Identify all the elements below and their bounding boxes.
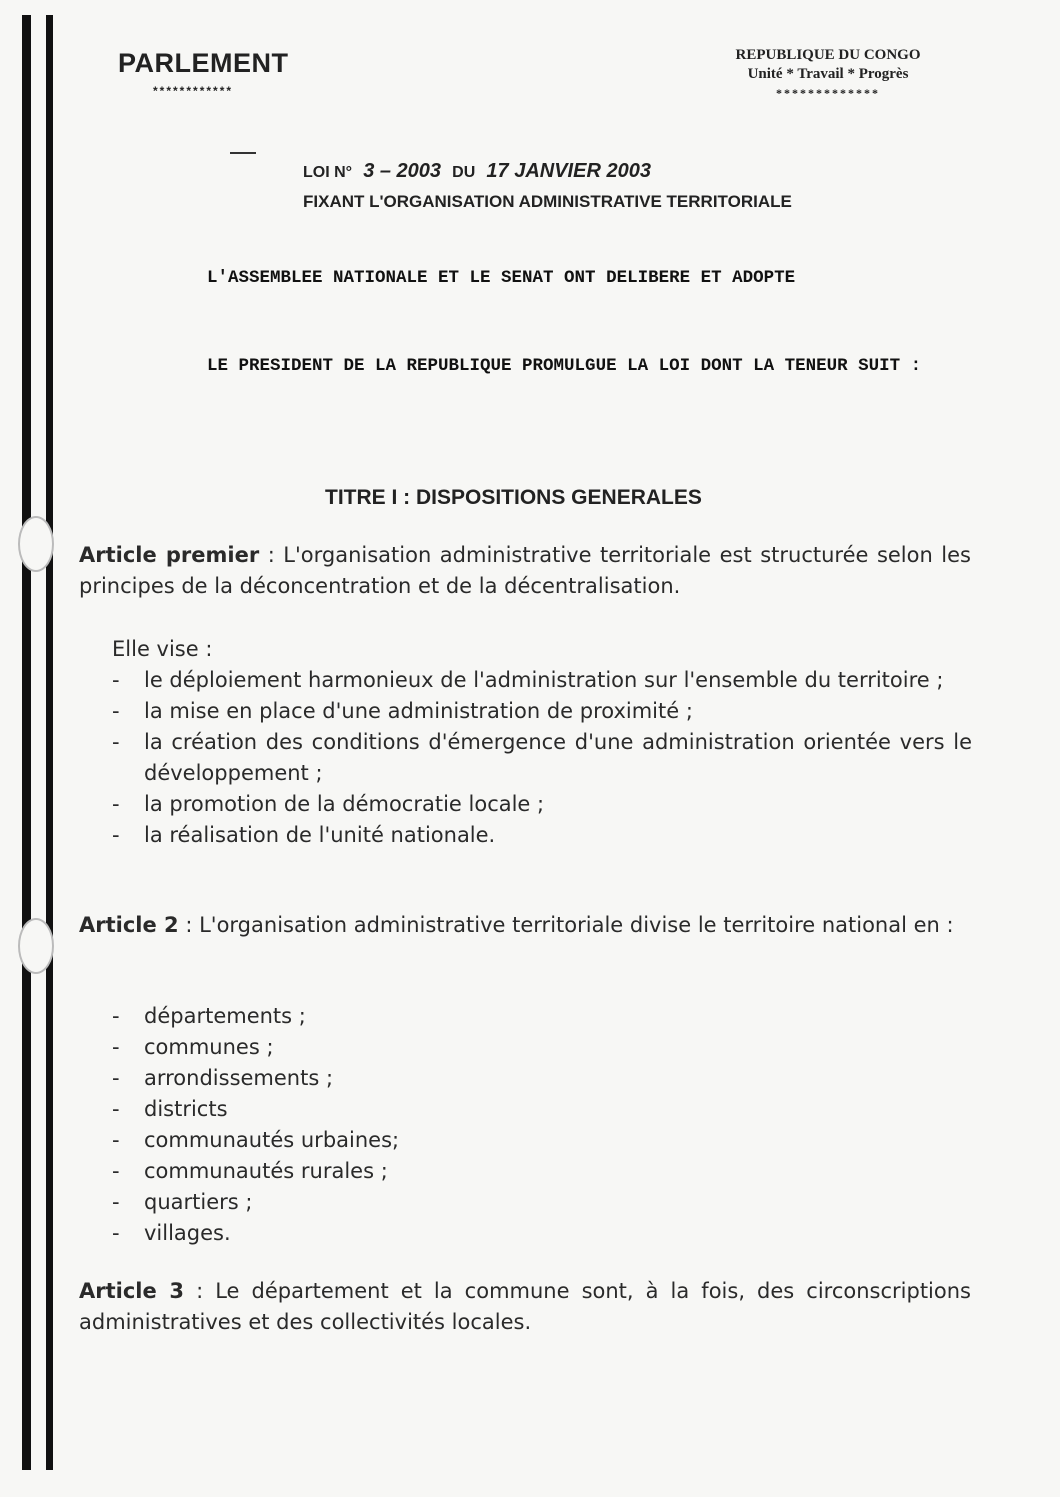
article-1-intro: Elle vise : xyxy=(112,637,213,661)
republic-header xyxy=(718,46,938,103)
list-item: - arrondissements ; xyxy=(112,1063,612,1094)
republic-motto: Unité * Travail * Progrès xyxy=(747,66,909,82)
list-item: - communautés urbaines; xyxy=(112,1125,612,1156)
article-1-label: Article premier xyxy=(79,543,260,567)
article-3-label: Article 3 xyxy=(79,1279,185,1303)
article-3-text: : Le département et la commune sont, à la fois, des circonscriptions administratives et des collectivités locales. xyxy=(79,1279,971,1334)
article-1-paragraph xyxy=(79,540,971,602)
article-1-list xyxy=(112,665,972,851)
list-item: - villages. xyxy=(112,1218,612,1249)
list-item: - districts xyxy=(112,1094,612,1125)
preamble-assemblee: L'ASSEMBLEE NATIONALE ET LE SENAT ONT DELIBERE ET ADOPTE xyxy=(207,268,796,288)
parlement-heading: PARLEMENT xyxy=(118,48,289,78)
list-item: - la réalisation de l'unité nationale. xyxy=(112,820,972,851)
article-2-list xyxy=(112,1001,612,1249)
list-item: - communes ; xyxy=(112,1032,612,1063)
binding-strip-right xyxy=(46,15,53,1470)
law-date: 17 JANVIER 2003 xyxy=(486,160,651,182)
decorative-dash xyxy=(230,152,256,154)
law-number: 3 – 2003 xyxy=(363,160,442,182)
article-1-text: : L'organisation administrative territoriale est structurée selon les principes de la déconcentration et de la décentralisation. xyxy=(79,543,972,598)
preamble-president: LE PRESIDENT DE LA REPUBLIQUE PROMULGUE LA LOI DONT LA TENEUR SUIT : xyxy=(207,356,922,376)
punch-hole xyxy=(18,918,54,974)
law-subject: FIXANT L'ORGANISATION ADMINISTRATIVE TERRITORIALE xyxy=(303,192,792,211)
article-3-paragraph xyxy=(79,1276,971,1338)
list-item: - la promotion de la démocratie locale ; xyxy=(112,789,972,820)
list-item: - la création des conditions d'émergence d'une administration orientée vers le développement ; xyxy=(112,727,972,789)
list-item: - départements ; xyxy=(112,1001,612,1032)
law-prefix: LOI N° xyxy=(303,164,353,181)
article-2-paragraph xyxy=(79,910,971,941)
binding-strip-left xyxy=(22,15,31,1470)
list-item: - quartiers ; xyxy=(112,1187,612,1218)
article-2-label: Article 2 xyxy=(79,913,179,937)
law-title xyxy=(303,160,651,183)
list-item: - le déploiement harmonieux de l'administration sur l'ensemble du territoire ; xyxy=(112,665,972,696)
article-2-text: : L'organisation administrative territoriale divise le territoire national en : xyxy=(178,913,954,937)
list-item: - communautés rurales ; xyxy=(112,1156,612,1187)
list-item: - la mise en place d'une administration de proximité ; xyxy=(112,696,972,727)
republic-title: REPUBLIQUE DU CONGO xyxy=(735,47,921,63)
article-1-list-block xyxy=(112,634,972,851)
parlement-stars: ************ xyxy=(153,84,234,98)
punch-hole xyxy=(18,516,54,572)
republic-stars: ************* xyxy=(776,86,880,100)
section-title: TITRE I : DISPOSITIONS GENERALES xyxy=(325,486,702,509)
law-du: DU xyxy=(452,164,476,181)
